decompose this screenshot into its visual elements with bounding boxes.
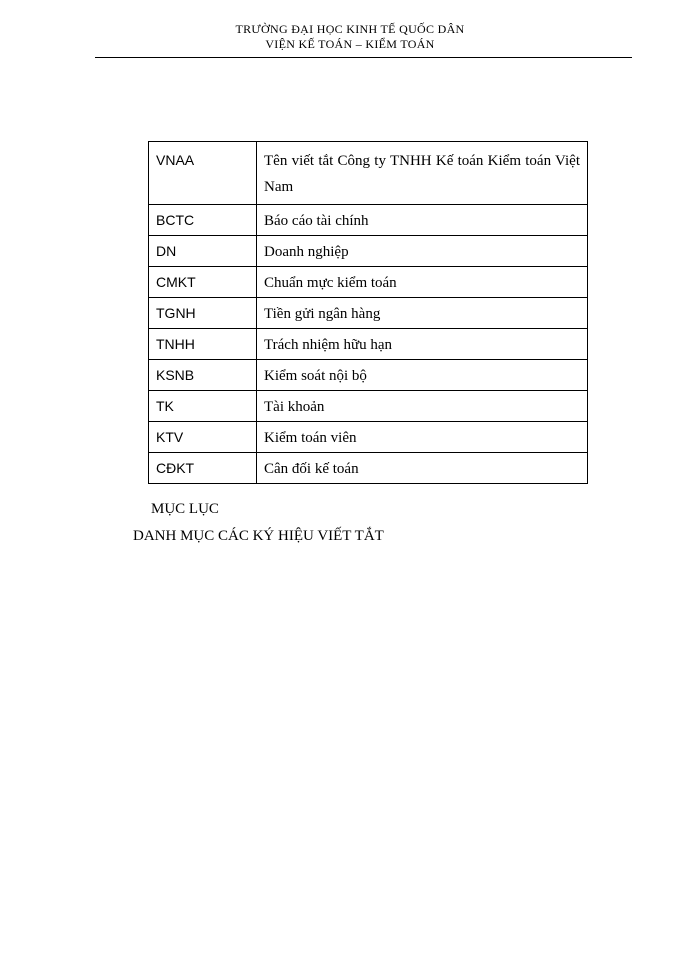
table-row — [149, 422, 588, 453]
abbreviation-list-heading: DANH MỤC CÁC KÝ HIỆU VIẾT TẮT — [133, 528, 384, 544]
table-row — [149, 267, 588, 298]
table-row — [149, 329, 588, 360]
table-row — [149, 236, 588, 267]
abbreviation-meaning: Kiểm soát nội bộ — [257, 360, 588, 391]
abbreviation-code: CĐKT — [149, 453, 257, 484]
abbreviation-meaning: Kiểm toán viên — [257, 422, 588, 453]
abbreviation-code: VNAA — [149, 142, 257, 205]
table-row — [149, 298, 588, 329]
toc-heading: MỤC LỤC — [151, 501, 219, 517]
table-row — [149, 360, 588, 391]
page-header — [0, 22, 700, 52]
abbreviation-code: TK — [149, 391, 257, 422]
abbreviation-meaning: Tiền gửi ngân hàng — [257, 298, 588, 329]
abbreviation-code: BCTC — [149, 205, 257, 236]
abbreviation-meaning: Doanh nghiệp — [257, 236, 588, 267]
header-institute: VIỆN KẾ TOÁN – KIỂM TOÁN — [265, 37, 435, 51]
abbreviation-table — [148, 141, 588, 484]
abbreviation-code: TNHH — [149, 329, 257, 360]
abbreviation-meaning: Tên viết tắt Công ty TNHH Kế toán Kiểm toán Việt Nam — [257, 142, 588, 205]
table-row — [149, 205, 588, 236]
abbreviation-meaning: Chuẩn mực kiểm toán — [257, 267, 588, 298]
abbreviation-meaning: Báo cáo tài chính — [257, 205, 588, 236]
abbreviation-code: TGNH — [149, 298, 257, 329]
header-university: TRƯỜNG ĐẠI HỌC KINH TẾ QUỐC DÂN — [235, 22, 465, 36]
header-divider — [95, 57, 632, 58]
abbreviation-meaning: Tài khoản — [257, 391, 588, 422]
abbreviation-meaning: Trách nhiệm hữu hạn — [257, 329, 588, 360]
abbreviation-code: CMKT — [149, 267, 257, 298]
table-row — [149, 142, 588, 205]
abbreviation-code: KTV — [149, 422, 257, 453]
table-row — [149, 453, 588, 484]
abbreviation-code: KSNB — [149, 360, 257, 391]
table-row — [149, 391, 588, 422]
abbreviation-meaning: Cân đối kế toán — [257, 453, 588, 484]
abbreviation-code: DN — [149, 236, 257, 267]
